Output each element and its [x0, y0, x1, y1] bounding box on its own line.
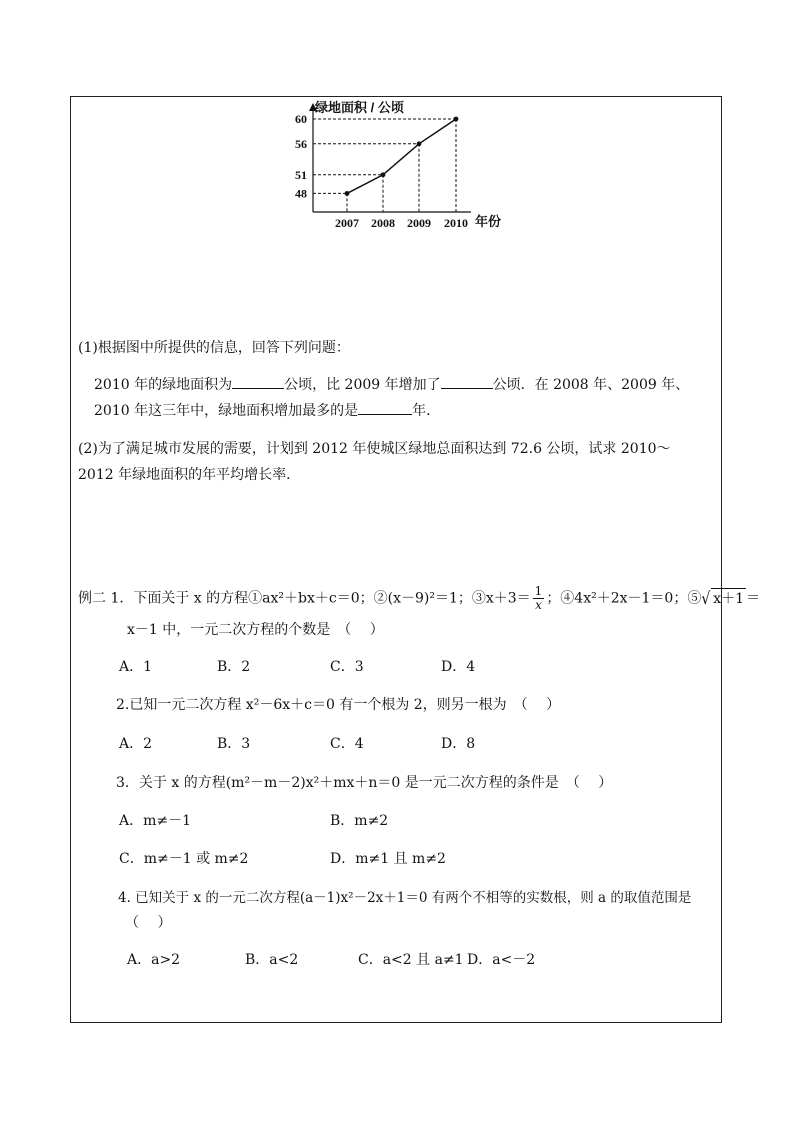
chart-x-tick-label: 2008 [371, 216, 395, 230]
ex2-p1-text-b: ；④4x²＋2x－1＝0；⑤ [546, 590, 702, 607]
ex2-p2-option-b[interactable]: B．3 [217, 736, 251, 752]
ex2-p4-option-d[interactable]: D．a<－2 [467, 952, 536, 968]
q1-line1-text-a: 2010 年的绿地面积为 [94, 377, 233, 393]
fraction-1-over-x [533, 585, 545, 612]
chart-y-axis-label: 绿地面积 / 公顷 [315, 100, 404, 115]
q1-line2 [94, 400, 440, 421]
ex2-p2-option-c[interactable]: C．4 [330, 736, 364, 752]
ex2-p1-option-c[interactable]: C．3 [330, 659, 364, 675]
ex2-p4-line1: 4. 已知关于 x 的一元二次方程(a－1)x²－2x＋1＝0 有两个不相等的实数根，则 a 的取值范围是 [118, 890, 692, 906]
green-area-line-chart [71, 97, 721, 247]
ex2-p2-option-a[interactable]: A．2 [119, 736, 153, 752]
ex2-p1-option-a[interactable]: A．1 [119, 659, 153, 675]
chart-y-tick-label: 48 [295, 186, 307, 201]
chart-y-tick-label: 51 [295, 167, 307, 182]
ex2-p3-option-b[interactable]: B．m≠2 [330, 813, 389, 829]
ex2-p1-option-d[interactable]: D．4 [441, 659, 476, 675]
worksheet-frame [70, 96, 761, 1023]
q1-line1-text-b: 公顷，比 2009 年增加了 [284, 377, 441, 393]
chart-y-tick-label: 56 [295, 136, 307, 151]
ex2-p3-option-a[interactable]: A．m≠－1 [119, 813, 192, 829]
answer-blank-area-2010[interactable] [232, 374, 284, 389]
sqrt-content: x＋1 [711, 588, 746, 609]
ex2-p4-option-b[interactable]: B．a<2 [245, 952, 299, 968]
answer-blank-increase[interactable] [441, 374, 493, 389]
chart-point-2010 [454, 117, 459, 122]
ex2-p3-option-c[interactable]: C．m≠－1 或 m≠2 [119, 851, 249, 867]
q1-line2-text-a: 2010 年这三年中，绿地面积增加最多的是 [94, 403, 359, 419]
chart-point-2008 [381, 172, 386, 177]
ex2-p1-line1 [78, 585, 760, 612]
chart-point-2009 [417, 141, 422, 146]
ex2-p1-text-a: 例二 1．下面关于 x 的方程①ax²＋bx＋c＝0；②(x－9)²＝1；③x＋3＝ [78, 590, 531, 607]
chart-point-2007 [345, 191, 350, 196]
ex2-p3-line: 3．关于 x 的方程(m²－m－2)x²＋mx＋n＝0 是一元二次方程的条件是 （ ） [116, 775, 613, 791]
ex2-p4-line2: （ ） [125, 915, 172, 931]
fraction-denominator: x [535, 598, 542, 612]
ex2-p2-line: 2.已知一元二次方程 x²－6x＋c＝0 有一个根为 2，则另一根为 （ ） [116, 697, 561, 713]
chart-series-line [347, 119, 456, 193]
ex2-p3-option-d[interactable]: D．m≠1 且 m≠2 [330, 851, 446, 867]
answer-blank-max-year[interactable] [358, 400, 412, 415]
ex2-p1-text-c: ＝ [746, 590, 761, 607]
q1-line1-text-c: 公顷．在 2008 年、2009 年、 [492, 377, 690, 393]
chart-x-tick-label: 2010 [444, 216, 468, 230]
q2-line1: (2)为了满足城市发展的需要，计划到 2012 年使城区绿地总面积达到 72.6 公顷，试求 2010～ [78, 441, 671, 457]
chart-x-tick-label: 2009 [407, 216, 431, 230]
chart-y-tick-label: 60 [295, 112, 307, 126]
sqrt-icon: √ [701, 588, 711, 609]
fraction-numerator: 1 [534, 584, 543, 598]
q1-line2-text-b: 年． [412, 403, 441, 419]
ex2-p4-option-a[interactable]: A．a>2 [127, 952, 181, 968]
ex2-p4-option-c[interactable]: C．a<2 且 a≠1 [358, 952, 464, 968]
chart-x-axis-label: 年份 [475, 214, 502, 229]
ex2-p2-option-d[interactable]: D．8 [441, 736, 476, 752]
ex2-p1-option-b[interactable]: B．2 [217, 659, 251, 675]
chart-x-tick-label: 2007 [335, 216, 359, 230]
q1-title: (1)根据图中所提供的信息，回答下列问题： [78, 340, 350, 356]
ex2-p1-line2: x－1 中，一元二次方程的个数是 （ ） [127, 622, 384, 638]
q2-line2: 2012 年绿地面积的年平均增长率． [78, 467, 301, 483]
q1-line1 [94, 374, 689, 395]
